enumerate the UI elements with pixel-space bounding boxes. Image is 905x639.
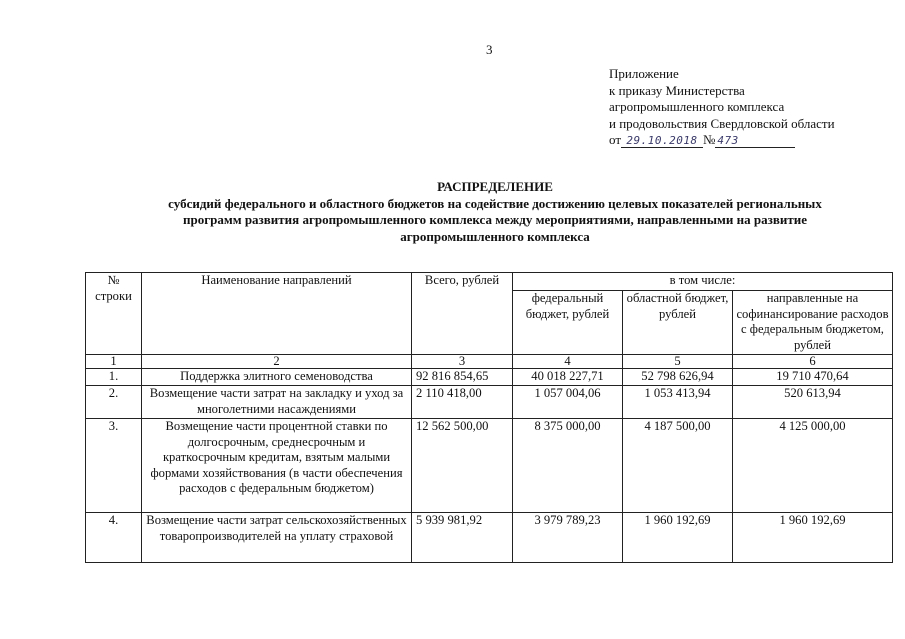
header-cofinancing: направленные на софинансирование расходов с федеральным бюджетом, рублей [733,291,893,355]
row-name: Возмещение части затрат сельскохозяйственных товаропроизводителей на уплату страховой [142,513,412,563]
row-total: 12 562 500,00 [412,419,513,513]
header-regional: областной бюджет, рублей [623,291,733,355]
appendix-line: агропромышленного комплекса [609,99,785,114]
table-row [86,419,893,513]
row-cofinancing: 19 710 470,64 [733,369,893,386]
column-number-row [86,355,893,369]
row-total: 5 939 981,92 [412,513,513,563]
table-row [86,369,893,386]
appendix-line: Приложение [609,66,679,81]
row-regional: 52 798 626,94 [623,369,733,386]
title-heading: РАСПРЕДЕЛЕНИЕ [437,179,553,194]
table-row [86,386,893,419]
row-number: 3. [86,419,142,513]
row-number: 4. [86,513,142,563]
row-name: Возмещение части затрат на закладку и уход за многолетними насаждениями [142,386,412,419]
row-cofinancing: 1 960 192,69 [733,513,893,563]
header-federal: федеральный бюджет, рублей [513,291,623,355]
distribution-table [85,272,893,563]
appendix-block [609,66,835,149]
column-number: 1 [86,355,142,369]
table-header-row [86,273,893,291]
column-number: 4 [513,355,623,369]
order-prefix: от [609,132,622,147]
row-total: 92 816 854,65 [412,369,513,386]
header-including: в том числе: [513,273,893,291]
row-regional: 1 053 413,94 [623,386,733,419]
title-subtitle-line: агропромышленного комплекса [400,228,590,244]
order-number: 473 [715,134,795,148]
order-reference [609,132,835,149]
order-number-label: № [703,132,716,147]
row-federal: 40 018 227,71 [513,369,623,386]
header-name: Наименование направлений [142,273,412,355]
table-row [86,513,893,563]
row-cofinancing: 4 125 000,00 [733,419,893,513]
column-number: 3 [412,355,513,369]
column-number: 5 [623,355,733,369]
document-title [100,179,890,245]
appendix-line: к приказу Министерства [609,82,745,98]
row-number: 1. [86,369,142,386]
column-number: 6 [733,355,893,369]
page-number: 3 [486,42,493,57]
row-number: 2. [86,386,142,419]
title-subtitle-line: субсидий федерального и областного бюджетов на содействие достижению целевых показателей региональных [168,195,822,211]
appendix-line: и продовольствия Свердловской области [609,115,835,131]
row-cofinancing: 520 613,94 [733,386,893,419]
row-federal: 1 057 004,06 [513,386,623,419]
row-regional: 4 187 500,00 [623,419,733,513]
row-federal: 3 979 789,23 [513,513,623,563]
order-date: 29.10.2018 [621,134,703,148]
header-total: Всего, рублей [412,273,513,355]
row-federal: 8 375 000,00 [513,419,623,513]
header-row-number: № строки [86,273,142,355]
row-name: Возмещение части процентной ставки по долгосрочным, среднесрочным и краткосрочным кредитам, взятым малыми формами хозяйствования (в части обеспечения расходов с федеральным бюджетом) [142,419,412,513]
row-name: Поддержка элитного семеноводства [142,369,412,386]
column-number: 2 [142,355,412,369]
row-total: 2 110 418,00 [412,386,513,419]
title-subtitle-line: программ развития агропромышленного комплекса между мероприятиями, направленными на развитие [183,212,807,227]
row-regional: 1 960 192,69 [623,513,733,563]
